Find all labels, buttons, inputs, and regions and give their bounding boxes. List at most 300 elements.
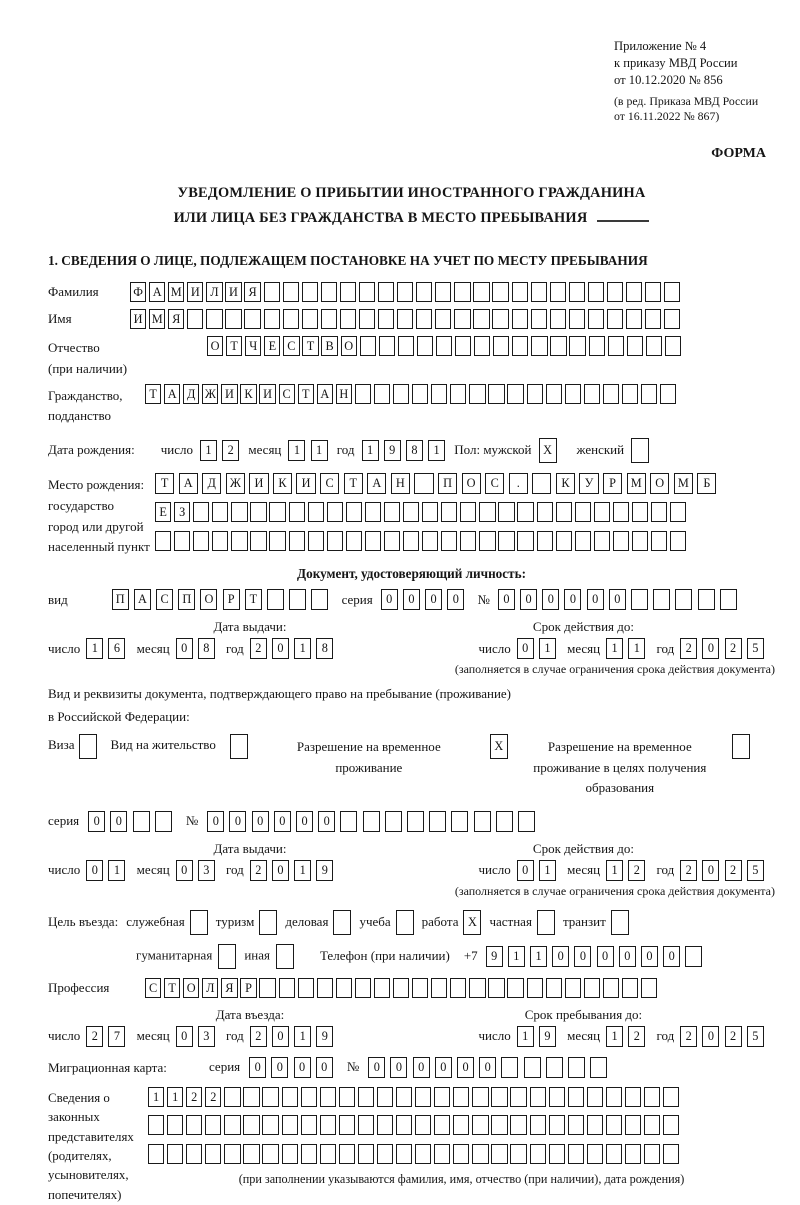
stay-until-heading: Срок пребывания до:: [524, 1006, 643, 1022]
char-box: [416, 282, 432, 302]
char-box: 0: [176, 860, 193, 881]
char-box: М: [168, 282, 184, 302]
char-box: [377, 1115, 393, 1135]
entry-date-heading: Дата въезда:: [215, 1006, 285, 1022]
annex-amend-line: от 16.11.2022 № 867): [614, 109, 720, 124]
char-box: С: [279, 384, 295, 404]
char-box: [377, 1087, 393, 1107]
char-box: [665, 336, 681, 356]
char-box: 0: [207, 811, 224, 832]
migration-number-label: №: [346, 1059, 360, 1075]
char-box: О: [462, 473, 481, 494]
purpose-study-label: учеба: [359, 914, 391, 930]
checkbox-box: [259, 910, 277, 935]
char-box: [339, 1087, 355, 1107]
char-box: [587, 1087, 603, 1107]
day-label: число: [48, 640, 81, 656]
char-box: 2: [250, 860, 267, 881]
surname-label: Фамилия: [48, 284, 99, 300]
char-box: 0: [272, 638, 289, 659]
char-box: 9: [316, 1026, 333, 1047]
char-box: 0: [517, 638, 534, 659]
char-box: [398, 336, 414, 356]
char-box: [524, 1057, 541, 1078]
char-box: 0: [702, 860, 719, 881]
char-box: 0: [274, 811, 291, 832]
char-box: 1: [628, 638, 645, 659]
char-box: [644, 1144, 660, 1164]
char-box: [321, 309, 337, 329]
char-box: [397, 309, 413, 329]
migration-series-boxes: [249, 1057, 338, 1078]
char-box: [532, 473, 551, 494]
name-boxes: [130, 309, 683, 329]
char-box: [507, 978, 523, 998]
char-box: Ф: [130, 282, 146, 302]
char-box: 0: [88, 811, 105, 832]
char-box: [474, 336, 490, 356]
char-box: [472, 1087, 488, 1107]
char-box: Ч: [245, 336, 261, 356]
identity-valid-heading: Срок действия до:: [532, 619, 634, 635]
char-box: [546, 384, 562, 404]
identity-valid-values: [478, 638, 775, 659]
residence-valid-heading: Срок действия до:: [532, 840, 634, 856]
purpose-other-label: иная: [244, 947, 270, 963]
entry-date-values: [48, 1026, 478, 1047]
education-residence-option: [522, 734, 750, 797]
char-box: [646, 336, 662, 356]
char-box: [587, 1144, 603, 1164]
form-word-label: ФОРМА: [711, 146, 766, 161]
char-box: [317, 978, 333, 998]
identity-kind-boxes: [112, 589, 334, 610]
char-box: Т: [155, 473, 174, 494]
profession-row: [48, 978, 775, 998]
char-box: С: [156, 589, 173, 610]
char-box: [588, 309, 604, 329]
checkbox-box: [732, 734, 750, 759]
char-box: [454, 309, 470, 329]
char-box: [412, 978, 428, 998]
char-box: [289, 502, 305, 522]
char-box: 0: [435, 1057, 452, 1078]
char-box: [632, 531, 648, 551]
char-box: [212, 502, 228, 522]
residence-valid-day-boxes: [517, 860, 561, 881]
year-label: год: [656, 862, 675, 878]
char-box: 1: [539, 860, 556, 881]
char-box: [625, 1087, 641, 1107]
char-box: Е: [155, 502, 171, 522]
purpose-humanitarian: [136, 944, 236, 969]
identity-valid-month-boxes: [606, 638, 650, 659]
phone-label: Телефон (при наличии): [319, 948, 450, 964]
char-box: [479, 502, 495, 522]
char-box: [340, 309, 356, 329]
char-box: [212, 531, 228, 551]
char-box: [155, 811, 172, 832]
legal-reps-label: [48, 1087, 148, 1205]
char-box: И: [225, 282, 241, 302]
purpose-humanitarian-label: гуманитарная: [136, 947, 213, 963]
char-box: [549, 1144, 565, 1164]
entry-month-boxes: [176, 1026, 220, 1047]
residence-permit-checkbox: [230, 734, 248, 759]
char-box: [279, 978, 295, 998]
char-box: 1: [108, 860, 125, 881]
checkbox-box: X: [463, 910, 481, 935]
char-box: [518, 811, 535, 832]
char-box: [289, 531, 305, 551]
legal-reps-note: (при заполнении указываются фамилия, имя, отчество (при наличии), дата рождения): [238, 1172, 685, 1187]
char-box: 0: [609, 589, 626, 610]
purpose-business-label: деловая: [285, 914, 329, 930]
surname-row: [48, 282, 775, 302]
name-row: [48, 309, 775, 329]
char-box: 0: [316, 1057, 333, 1078]
char-box: Ж: [202, 384, 218, 404]
char-box: [269, 531, 285, 551]
char-box: [205, 1115, 221, 1135]
day-label: число: [478, 1028, 511, 1044]
char-box: 1: [294, 638, 311, 659]
name-label: Имя: [48, 311, 72, 327]
identity-number-boxes: [498, 589, 742, 610]
char-box: [644, 1087, 660, 1107]
birth-place-label-line3: город или другой: [48, 518, 144, 534]
checkbox-box: [631, 438, 649, 463]
checkbox-box: [79, 734, 97, 759]
residence-doc-intro2: в Российской Федерации:: [48, 709, 190, 725]
char-box: 0: [390, 1057, 407, 1078]
char-box: [675, 589, 692, 610]
char-box: [492, 309, 508, 329]
char-box: [431, 384, 447, 404]
identity-doc-heading: Документ, удостоверяющий личность:: [297, 566, 526, 582]
purpose-business: [285, 910, 351, 935]
char-box: [243, 1144, 259, 1164]
char-box: [393, 384, 409, 404]
residence-series-label: серия: [48, 813, 80, 829]
char-box: [434, 1115, 450, 1135]
residence-number-label: №: [185, 813, 199, 829]
char-box: [186, 1144, 202, 1164]
char-box: [250, 531, 266, 551]
purpose-official-label: служебная: [126, 914, 185, 930]
identity-series-boxes: [381, 589, 470, 610]
char-box: [492, 282, 508, 302]
char-box: [498, 531, 514, 551]
char-box: З: [174, 502, 190, 522]
annex-amend-line: (в ред. Приказа МВД России: [614, 93, 759, 108]
char-box: 0: [517, 860, 534, 881]
char-box: [403, 531, 419, 551]
profession-boxes: [145, 978, 660, 998]
legal-reps-label-line6: попечителях): [48, 1187, 122, 1202]
legal-reps-box-rows: [148, 1087, 775, 1188]
char-box: [384, 531, 400, 551]
birth-date-label: Дата рождения:: [48, 442, 135, 458]
char-box: [531, 282, 547, 302]
char-box: К: [556, 473, 575, 494]
char-box: 0: [641, 946, 658, 967]
birth-place-label-line2: государство: [48, 497, 114, 513]
char-box: [537, 531, 553, 551]
char-box: [259, 978, 275, 998]
birth-place-label: [48, 473, 155, 558]
citizenship-label: [48, 384, 145, 426]
legal-reps-label-line3: представителях: [48, 1129, 134, 1144]
char-box: 2: [725, 1026, 742, 1047]
char-box: М: [149, 309, 165, 329]
char-box: [301, 1144, 317, 1164]
char-box: [243, 1115, 259, 1135]
residence-doc-dates: [48, 841, 775, 881]
char-box: 0: [457, 1057, 474, 1078]
entry-year-boxes: [250, 1026, 339, 1047]
char-box: [378, 309, 394, 329]
stay-day-boxes: [517, 1026, 561, 1047]
char-box: [685, 946, 702, 967]
char-box: [308, 531, 324, 551]
char-box: [358, 1087, 374, 1107]
char-box: И: [249, 473, 268, 494]
char-box: [664, 309, 680, 329]
legal-reps-boxes-row1: [148, 1087, 775, 1107]
char-box: [225, 309, 241, 329]
identity-series-label: серия: [341, 591, 373, 607]
purpose-other-checkbox: [276, 947, 294, 962]
char-box: [148, 1115, 164, 1135]
char-box: [403, 502, 419, 522]
identity-issue-values: [48, 638, 478, 659]
citizenship-label-line2: подданство: [48, 407, 112, 423]
char-box: [415, 1087, 431, 1107]
char-box: [302, 309, 318, 329]
char-box: [587, 1115, 603, 1135]
char-box: [327, 502, 343, 522]
sex-female-checkbox: [631, 438, 649, 463]
char-box: [250, 502, 266, 522]
char-box: 9: [539, 1026, 556, 1047]
char-box: [385, 811, 402, 832]
char-box: [454, 282, 470, 302]
char-box: [530, 1144, 546, 1164]
checkbox-box: [230, 734, 248, 759]
entry-date-group: [48, 1007, 478, 1047]
migration-series-label: серия: [209, 1059, 241, 1075]
char-box: [631, 589, 648, 610]
surname-boxes: [130, 282, 683, 302]
birth-place-boxes-row2: [155, 502, 721, 522]
identity-valid-group: [478, 619, 775, 659]
annex-line: от 10.12.2020 № 856: [614, 72, 723, 87]
residence-valid-values: [478, 860, 775, 881]
char-box: 0: [403, 589, 420, 610]
legal-reps-boxes-row2: [148, 1115, 775, 1135]
char-box: .: [509, 473, 528, 494]
char-box: 9: [316, 860, 333, 881]
residence-valid-year-boxes: [680, 860, 769, 881]
purpose-tourism-checkbox: [259, 910, 277, 935]
char-box: 5: [747, 1026, 764, 1047]
char-box: 1: [200, 440, 217, 461]
char-box: 1: [148, 1087, 164, 1107]
char-box: 3: [198, 860, 215, 881]
char-box: [186, 1115, 202, 1135]
char-box: [606, 1087, 622, 1107]
char-box: [550, 309, 566, 329]
char-box: [568, 1115, 584, 1135]
char-box: [396, 1087, 412, 1107]
annex-amendment: [614, 94, 758, 126]
char-box: [167, 1115, 183, 1135]
char-box: 0: [447, 589, 464, 610]
char-box: 9: [384, 440, 401, 461]
char-box: П: [438, 473, 457, 494]
char-box: 5: [747, 638, 764, 659]
visit-purpose-row2: [48, 944, 775, 969]
visit-purpose-row: [48, 910, 775, 935]
identity-valid-day-boxes: [517, 638, 561, 659]
char-box: [396, 1144, 412, 1164]
char-box: 0: [110, 811, 127, 832]
residence-doc-options: [48, 734, 775, 797]
visa-label: Виза: [48, 737, 75, 753]
char-box: [530, 1087, 546, 1107]
char-box: [488, 978, 504, 998]
char-box: [556, 531, 572, 551]
purpose-work-label: работа: [421, 914, 459, 930]
patronymic-boxes: [207, 336, 684, 356]
purpose-official-checkbox: [190, 910, 208, 935]
purpose-work-checkbox: [463, 910, 481, 935]
char-box: 1: [606, 860, 623, 881]
patronymic-label-line1: Отчество: [48, 340, 100, 356]
char-box: 0: [574, 946, 591, 967]
residence-series-boxes: [88, 811, 177, 832]
char-box: Ж: [226, 473, 245, 494]
char-box: 0: [296, 811, 313, 832]
identity-issue-year-boxes: [250, 638, 339, 659]
purpose-study-checkbox: [396, 910, 414, 935]
char-box: [660, 384, 676, 404]
char-box: А: [367, 473, 386, 494]
char-box: [262, 1144, 278, 1164]
char-box: Р: [223, 589, 240, 610]
char-box: [575, 531, 591, 551]
residence-issue-heading: Дата выдачи:: [213, 840, 287, 856]
purpose-official: [126, 910, 208, 935]
char-box: [607, 309, 623, 329]
entry-stay-dates: [48, 1007, 775, 1047]
char-box: [473, 309, 489, 329]
residence-issue-month-boxes: [176, 860, 220, 881]
char-box: Я: [244, 282, 260, 302]
char-box: [453, 1087, 469, 1107]
residence-valid-month-boxes: [606, 860, 650, 881]
char-box: 0: [413, 1057, 430, 1078]
char-box: П: [112, 589, 129, 610]
day-label: число: [160, 442, 193, 458]
char-box: 6: [108, 638, 125, 659]
char-box: 8: [198, 638, 215, 659]
char-box: Л: [202, 978, 218, 998]
char-box: Л: [206, 282, 222, 302]
char-box: [653, 589, 670, 610]
char-box: [720, 589, 737, 610]
char-box: 1: [362, 440, 379, 461]
char-box: [393, 978, 409, 998]
char-box: [479, 531, 495, 551]
char-box: [588, 282, 604, 302]
char-box: [491, 1115, 507, 1135]
char-box: 2: [680, 860, 697, 881]
purpose-transit: [563, 910, 629, 935]
residence-valid-note: (заполняется в случае ограничения срока действия документа): [454, 883, 775, 898]
char-box: [613, 531, 629, 551]
char-box: [663, 1115, 679, 1135]
stay-year-boxes: [680, 1026, 769, 1047]
char-box: [224, 1115, 240, 1135]
residence-doc-intro1: Вид и реквизиты документа, подтверждающего право на пребывание (проживание): [48, 686, 512, 702]
char-box: Н: [391, 473, 410, 494]
char-box: [133, 811, 150, 832]
char-box: [301, 1115, 317, 1135]
purpose-other: [244, 944, 294, 969]
char-box: [455, 336, 471, 356]
char-box: [320, 1144, 336, 1164]
char-box: 0: [619, 946, 636, 967]
phone-prefix: +7: [463, 948, 478, 964]
purpose-private-label: частная: [489, 914, 532, 930]
char-box: Д: [202, 473, 221, 494]
migration-card-row: [48, 1057, 775, 1078]
char-box: А: [164, 384, 180, 404]
char-box: 0: [272, 860, 289, 881]
char-box: Т: [298, 384, 314, 404]
char-box: [651, 531, 667, 551]
birth-place-boxes-row3: [155, 531, 721, 551]
legal-reps-label-line1: Сведения о: [48, 1090, 110, 1105]
char-box: А: [179, 473, 198, 494]
temporary-residence-checkbox: [490, 734, 508, 759]
char-box: [527, 384, 543, 404]
char-box: [575, 502, 591, 522]
section1-heading: 1. СВЕДЕНИЯ О ЛИЦЕ, ПОДЛЕЖАЩЕМ ПОСТАНОВКЕ НА УЧЕТ ПО МЕСТУ ПРЕБЫВАНИЯ: [48, 253, 648, 269]
char-box: [584, 978, 600, 998]
char-box: [603, 978, 619, 998]
char-box: Т: [145, 384, 161, 404]
char-box: К: [240, 384, 256, 404]
checkbox-box: [611, 910, 629, 935]
month-label: месяц: [136, 862, 170, 878]
visa-option: [48, 734, 97, 759]
char-box: [546, 978, 562, 998]
char-box: 0: [663, 946, 680, 967]
char-box: 5: [747, 860, 764, 881]
char-box: 2: [222, 440, 239, 461]
char-box: [231, 531, 247, 551]
checkbox-box: X: [490, 734, 508, 759]
char-box: [651, 502, 667, 522]
form-title-line2-text: ИЛИ ЛИЦА БЕЗ ГРАЖДАНСТВА В МЕСТО ПРЕБЫВАНИЯ: [173, 210, 588, 227]
char-box: Р: [240, 978, 256, 998]
education-residence-label: Разрешение на временное проживание в целях получения образования: [533, 739, 707, 795]
char-box: [472, 1144, 488, 1164]
char-box: [645, 282, 661, 302]
